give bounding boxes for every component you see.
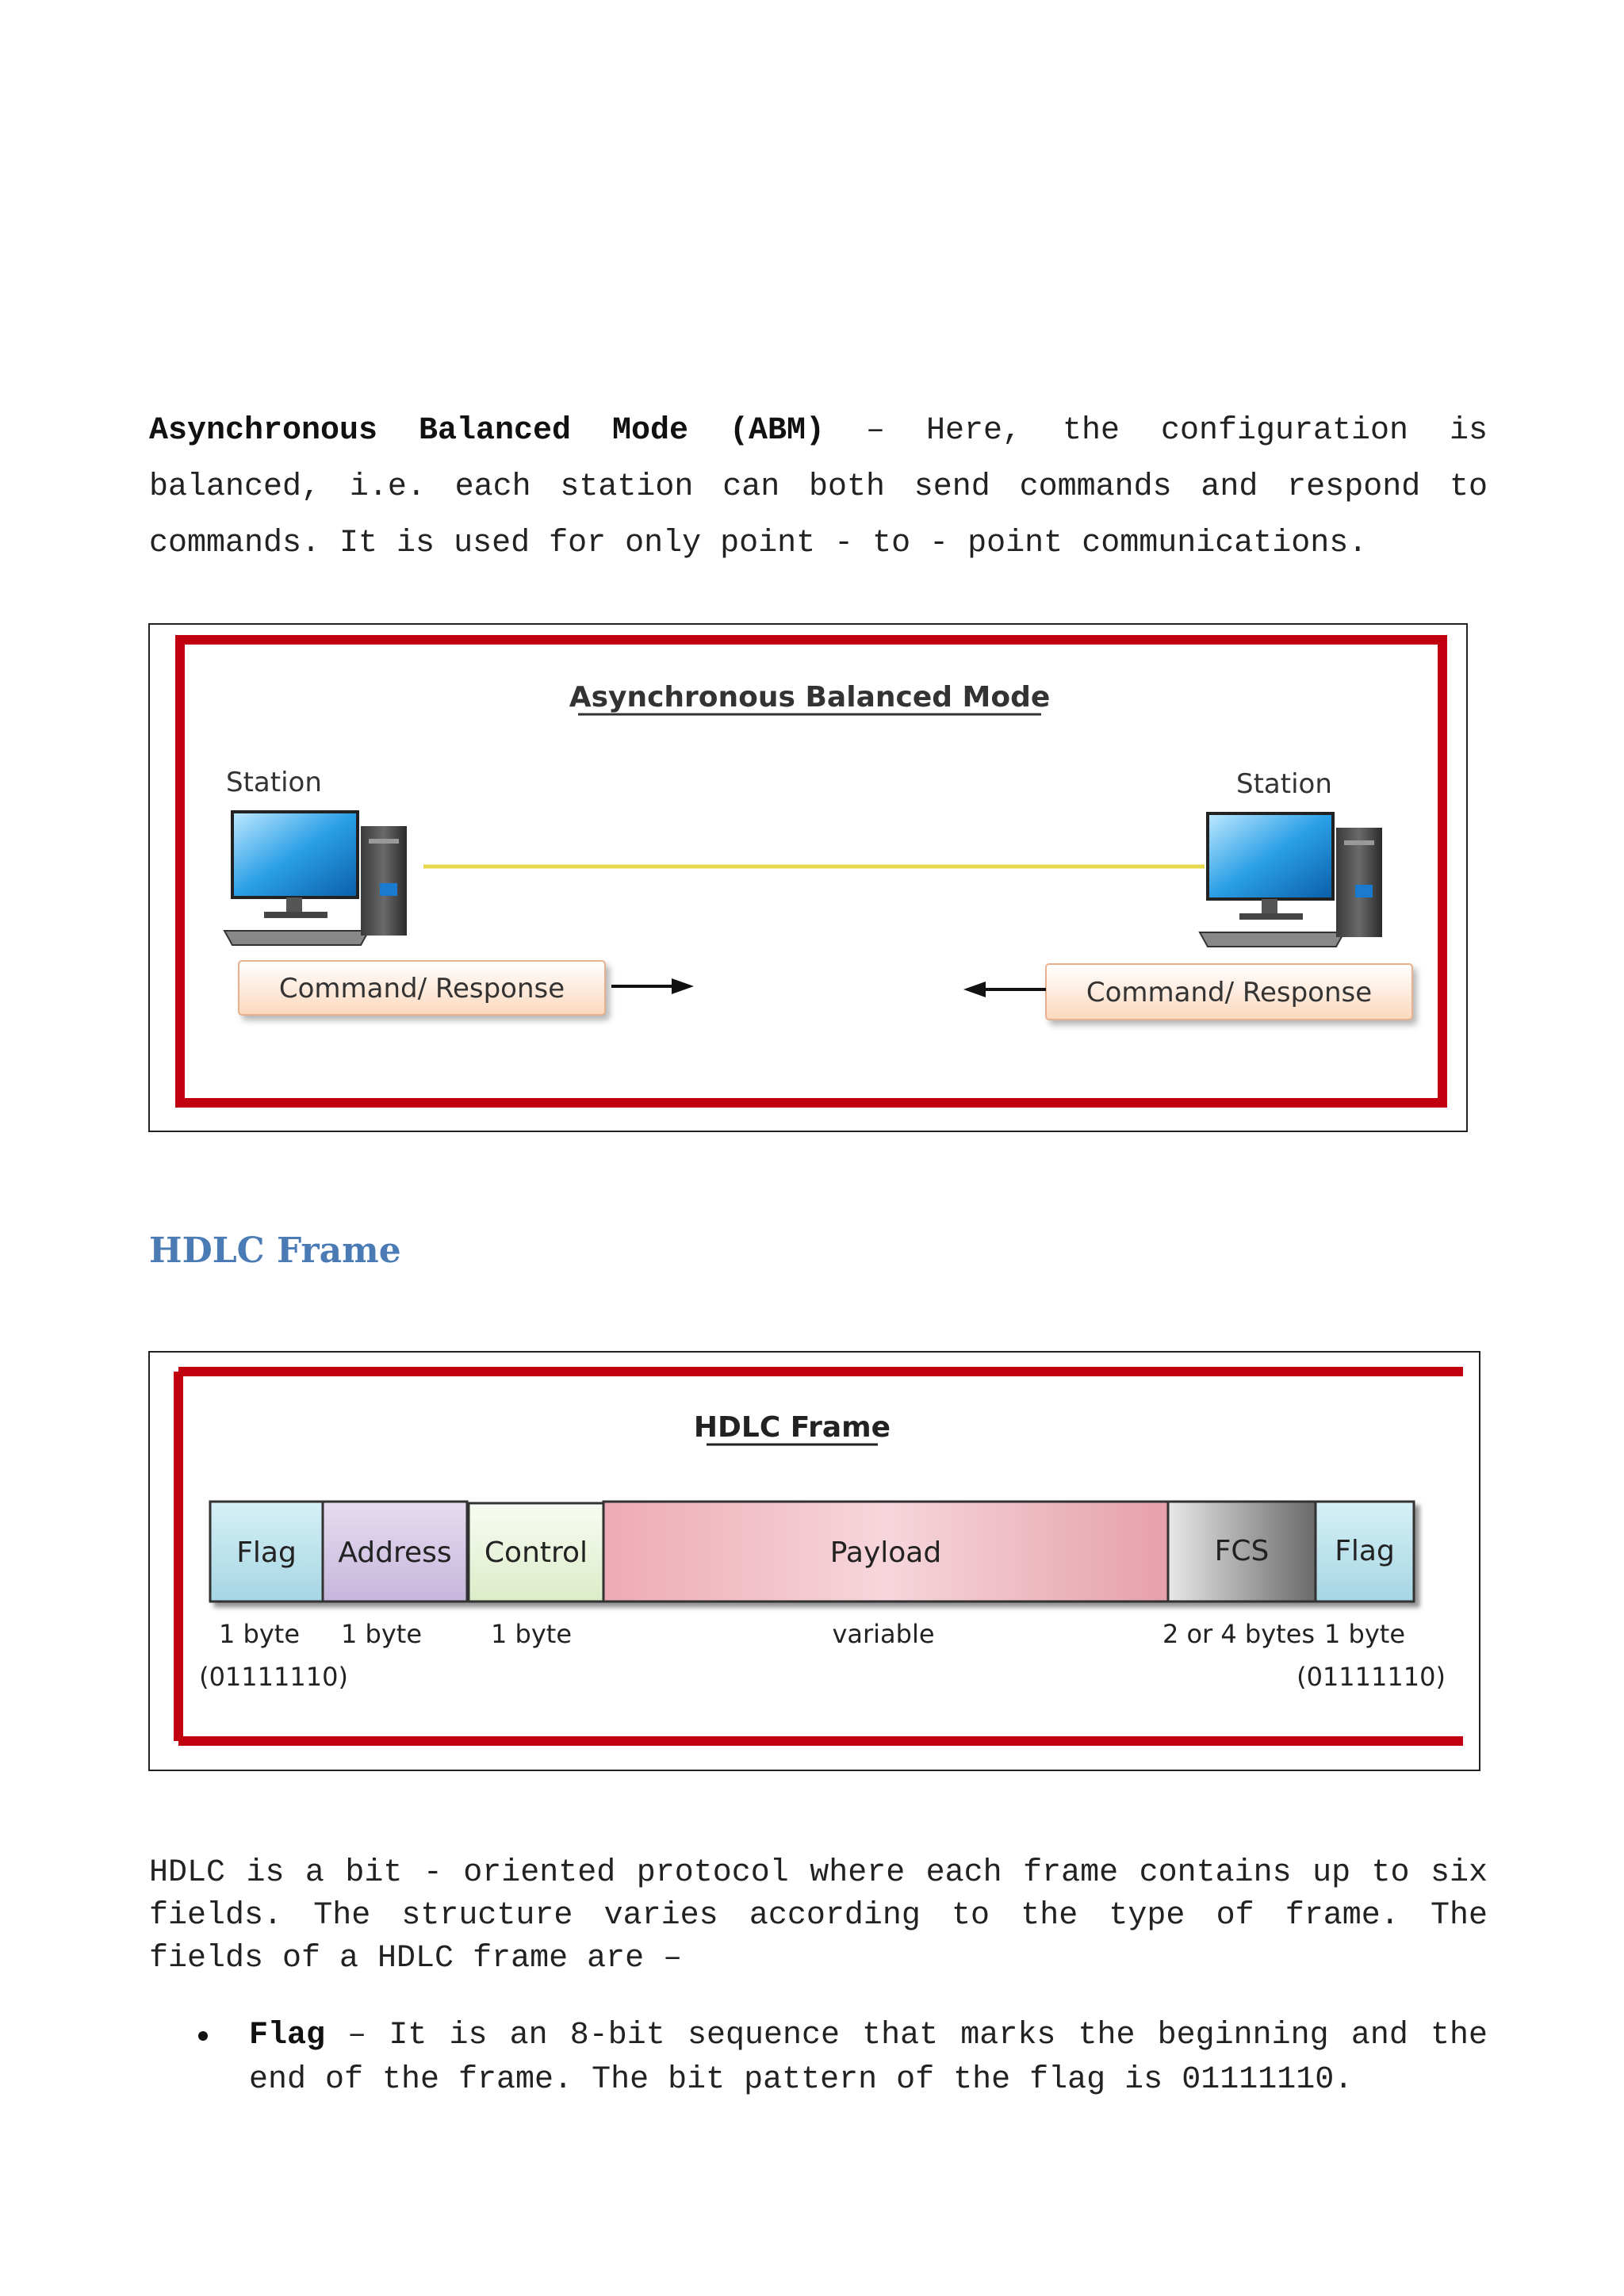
left-station-label: Station bbox=[226, 767, 322, 798]
abm-title: Asynchronous Balanced Mode bbox=[569, 681, 1051, 714]
field-name-fcs: FCS bbox=[1214, 1535, 1270, 1567]
field-size-payload: variable bbox=[832, 1619, 935, 1649]
field-note-flag-start: (01111110) bbox=[199, 1662, 348, 1692]
right-computer-icon bbox=[1200, 813, 1382, 947]
section-heading: HDLC Frame bbox=[149, 1230, 401, 1271]
right-command-response-label: Command/ Response bbox=[1086, 977, 1373, 1008]
field-size-fcs: 2 or 4 bytes bbox=[1162, 1619, 1316, 1649]
hdlc-field-list bbox=[198, 2014, 1488, 2103]
right-arrow-icon bbox=[611, 978, 694, 994]
abm-paragraph bbox=[149, 403, 1488, 572]
hdlc-paragraph: HDLC is a bit - oriented protocol where each frame contains up to six fields. The structure varies according to the type of frame. The fields of a HDLC frame are – bbox=[149, 1855, 1488, 1976]
field-size-control: 1 byte bbox=[490, 1619, 573, 1649]
abm-diagram bbox=[148, 623, 1468, 1132]
abm-description: – Here, the configuration is balanced, i.e. each station can both send commands and respond to commands. It is used for only point - to - point communications. bbox=[149, 413, 1488, 561]
field-size-flag-end: 1 byte bbox=[1323, 1619, 1406, 1649]
left-computer-icon bbox=[224, 812, 407, 945]
field-name-flag-end: Flag bbox=[1335, 1535, 1395, 1567]
hdlc-frame-svg bbox=[150, 1353, 1479, 1770]
abm-diagram-svg bbox=[150, 625, 1466, 1131]
bullet-icon bbox=[198, 2031, 208, 2041]
list-item bbox=[198, 2014, 1488, 2103]
field-name-payload: Payload bbox=[829, 1536, 942, 1569]
field-size-flag-start: 1 byte bbox=[218, 1619, 301, 1649]
field-name-control: Control bbox=[484, 1536, 588, 1569]
left-arrow-icon bbox=[963, 982, 1046, 997]
field-name-address: Address bbox=[338, 1536, 452, 1569]
list-item-term: Flag bbox=[249, 2018, 326, 2053]
field-note-flag-end: (01111110) bbox=[1297, 1662, 1446, 1692]
left-command-response-label: Command/ Response bbox=[278, 973, 565, 1004]
list-item-text: – It is an 8-bit sequence that marks the beginning and the end of the frame. The bit pattern of the flag is 01111110. bbox=[249, 2018, 1488, 2098]
hdlc-frame-diagram bbox=[148, 1351, 1480, 1771]
right-station-label: Station bbox=[1236, 768, 1332, 800]
hdlc-title: HDLC Frame bbox=[693, 1411, 891, 1444]
abm-term: Asynchronous Balanced Mode (ABM) bbox=[149, 413, 825, 449]
field-size-address: 1 byte bbox=[340, 1619, 423, 1649]
field-name-flag-start: Flag bbox=[236, 1536, 297, 1569]
